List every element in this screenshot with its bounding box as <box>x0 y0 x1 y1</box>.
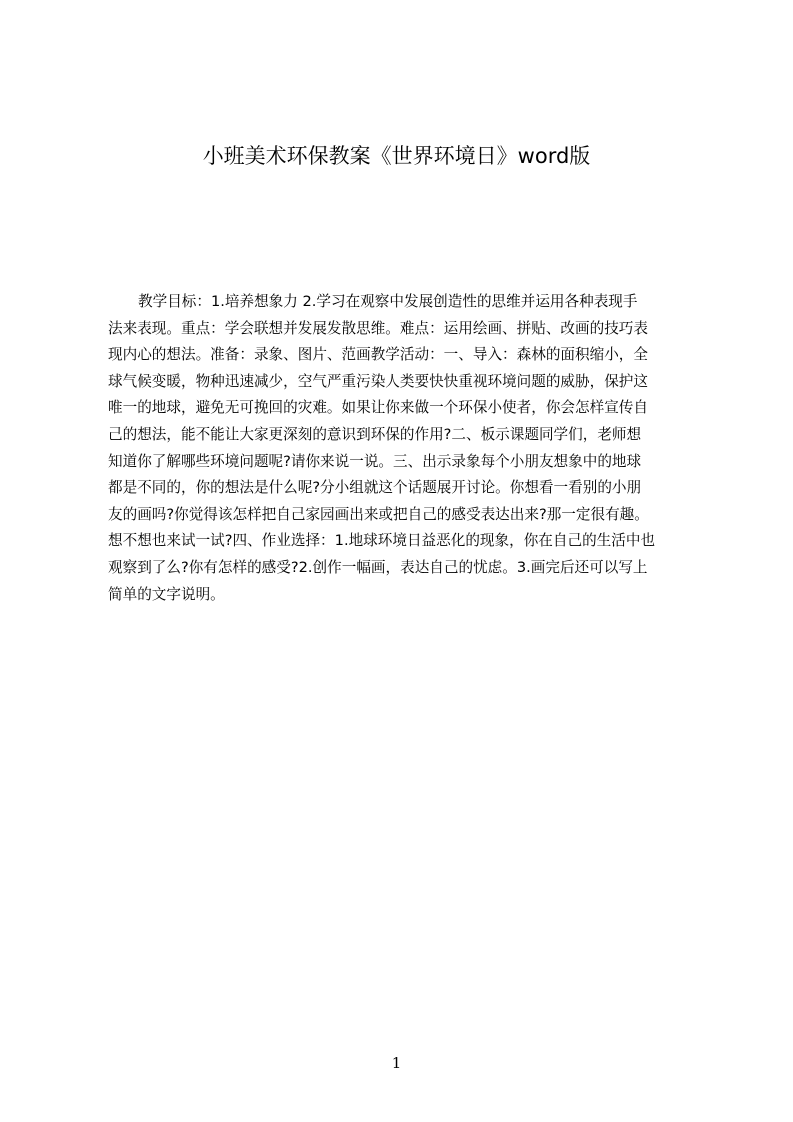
body-line: 想不想也来试一试?四、作业选择：1.地球环境日益恶化的现象，你在自己的生活中也 <box>108 532 656 550</box>
body-line: 法来表现。重点：学会联想并发展发散思维。难点：运用绘画、拼贴、改画的技巧表 <box>108 319 648 337</box>
body-line: 都是不同的，你的想法是什么呢?分小组就这个话题展开讨论。你想看一看别的小朋 <box>108 479 642 497</box>
body-line: 观察到了么?你有怎样的感受?2.创作一幅画，表达自己的忧虑。3.画完后还可以写上 <box>108 558 648 576</box>
body-line: 知道你了解哪些环境问题呢?请你来说一说。三、出示录象每个小朋友想象中的地球 <box>108 452 642 470</box>
body-line: 教学目标：1.培养想象力 2.学习在观察中发展创造性的思维并运用各种表现手 <box>138 293 638 310</box>
body-line: 唯一的地球，避免无可挽回的灾难。如果让你来做一个环保小使者，你会怎样宣传自 <box>108 399 648 417</box>
body-line: 球气候变暖，物种迅速减少，空气严重污染人类要快快重视环境问题的威胁，保护这 <box>108 372 648 390</box>
body-line: 己的想法，能不能让大家更深刻的意识到环保的作用?二、板示课题同学们，老师想 <box>108 425 642 443</box>
document-title: 小班美术环保教案《世界环境日》word版 <box>202 144 591 168</box>
page-number: 1 <box>391 1054 402 1072</box>
body-paragraph <box>108 289 698 609</box>
body-line: 简单的文字说明。 <box>108 585 225 603</box>
body-line: 现内心的想法。准备：录象、图片、范画教学活动：一、导入：森林的面积缩小，全 <box>108 346 648 364</box>
body-line: 友的画吗?你觉得该怎样把自己家园画出来或把自己的感受表达出来?那一定很有趣。 <box>108 505 649 523</box>
